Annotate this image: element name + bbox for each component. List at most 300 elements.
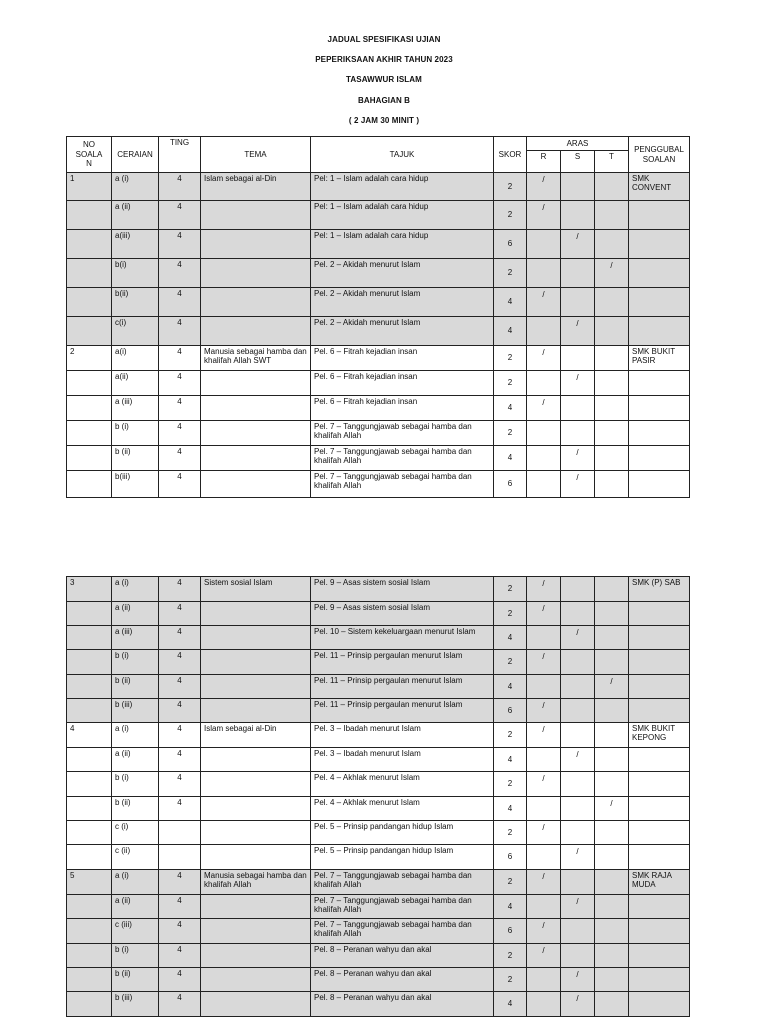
- cell-ceraian: b (i): [112, 421, 159, 446]
- cell-tema: Sistem sosial Islam: [201, 577, 311, 602]
- cell-skor: 2: [494, 650, 527, 675]
- cell-aras-t: [595, 895, 629, 919]
- cell-penggubal: [629, 699, 690, 723]
- cell-no-soalan: [67, 797, 112, 821]
- cell-ceraian: c(i): [112, 317, 159, 346]
- cell-aras-r: /: [527, 821, 561, 845]
- cell-aras-s: /: [561, 626, 595, 650]
- table-row: [67, 201, 690, 230]
- cell-skor: 2: [494, 201, 527, 230]
- cell-tema: [201, 626, 311, 650]
- cell-aras-t: /: [595, 675, 629, 699]
- cell-penggubal: SMK CONVENT: [629, 173, 690, 201]
- header-aras-r: R: [527, 151, 561, 173]
- cell-aras-r: [527, 421, 561, 446]
- cell-penggubal: [629, 895, 690, 919]
- cell-penggubal: [629, 797, 690, 821]
- cell-aras-t: [595, 992, 629, 1017]
- cell-tema: [201, 944, 311, 968]
- cell-ting: 4: [159, 699, 201, 723]
- table-row: [67, 259, 690, 288]
- cell-aras-s: [561, 723, 595, 748]
- cell-tema: [201, 797, 311, 821]
- cell-no-soalan: [67, 772, 112, 797]
- cell-aras-s: [561, 821, 595, 845]
- cell-skor: 4: [494, 396, 527, 421]
- cell-ceraian: c (i): [112, 821, 159, 845]
- cell-penggubal: SMK RAJA MUDA: [629, 870, 690, 895]
- cell-aras-t: [595, 371, 629, 396]
- header-aras-s: S: [561, 151, 595, 173]
- cell-aras-s: [561, 919, 595, 944]
- cell-no-soalan: [67, 992, 112, 1017]
- cell-penggubal: [629, 602, 690, 626]
- cell-no-soalan: [67, 845, 112, 870]
- table-row: [67, 650, 690, 675]
- cell-ting: 4: [159, 797, 201, 821]
- cell-aras-t: [595, 317, 629, 346]
- cell-tajuk: Pel: 1 – Islam adalah cara hidup: [311, 201, 494, 230]
- cell-no-soalan: [67, 626, 112, 650]
- cell-aras-t: [595, 602, 629, 626]
- cell-ceraian: c (iii): [112, 919, 159, 944]
- cell-skor: 2: [494, 944, 527, 968]
- cell-aras-t: [595, 577, 629, 602]
- cell-ting: [159, 845, 201, 870]
- cell-ting: 4: [159, 230, 201, 259]
- table-row: [67, 230, 690, 259]
- cell-penggubal: SMK BUKIT KEPONG: [629, 723, 690, 748]
- table-row: [67, 845, 690, 870]
- cell-ceraian: b (ii): [112, 797, 159, 821]
- cell-aras-t: [595, 626, 629, 650]
- cell-aras-r: /: [527, 602, 561, 626]
- cell-tema: [201, 602, 311, 626]
- table-row: [67, 446, 690, 471]
- cell-skor: 4: [494, 992, 527, 1017]
- cell-skor: 2: [494, 577, 527, 602]
- cell-aras-r: /: [527, 944, 561, 968]
- cell-ceraian: a (ii): [112, 748, 159, 772]
- cell-aras-t: [595, 870, 629, 895]
- cell-tajuk: Pel. 6 – Fitrah kejadian insan: [311, 346, 494, 371]
- table-row: [67, 944, 690, 968]
- cell-tajuk: Pel. 4 – Akhlak menurut Islam: [311, 797, 494, 821]
- cell-tajuk: Pel. 5 – Prinsip pandangan hidup Islam: [311, 845, 494, 870]
- cell-ceraian: b (iii): [112, 992, 159, 1017]
- cell-aras-s: /: [561, 845, 595, 870]
- cell-ting: 4: [159, 317, 201, 346]
- cell-aras-s: [561, 944, 595, 968]
- cell-no-soalan: [67, 748, 112, 772]
- cell-no-soalan: [67, 201, 112, 230]
- cell-no-soalan: [67, 650, 112, 675]
- cell-tajuk: Pel. 6 – Fitrah kejadian insan: [311, 371, 494, 396]
- cell-ceraian: a (i): [112, 723, 159, 748]
- cell-tema: [201, 230, 311, 259]
- cell-no-soalan: [67, 396, 112, 421]
- table-row: [67, 772, 690, 797]
- cell-skor: 4: [494, 626, 527, 650]
- cell-tema: [201, 845, 311, 870]
- cell-tajuk: Pel. 9 – Asas sistem sosial Islam: [311, 602, 494, 626]
- cell-tajuk: Pel. 8 – Peranan wahyu dan akal: [311, 968, 494, 992]
- table-row: [67, 602, 690, 626]
- cell-aras-t: [595, 396, 629, 421]
- cell-tema: [201, 396, 311, 421]
- cell-tema: Manusia sebagai hamba dan khalifah Allah SWT: [201, 346, 311, 371]
- cell-skor: 2: [494, 421, 527, 446]
- cell-ceraian: b(i): [112, 259, 159, 288]
- cell-skor: 4: [494, 675, 527, 699]
- cell-aras-s: [561, 396, 595, 421]
- cell-skor: 2: [494, 821, 527, 845]
- table-row: [67, 821, 690, 845]
- cell-penggubal: [629, 317, 690, 346]
- cell-tema: [201, 650, 311, 675]
- table-row: [67, 723, 690, 748]
- cell-aras-s: [561, 797, 595, 821]
- header-no-soalan: NO SOALA N: [67, 137, 112, 173]
- cell-tajuk: Pel. 9 – Asas sistem sosial Islam: [311, 577, 494, 602]
- cell-aras-t: [595, 173, 629, 201]
- cell-tajuk: Pel. 2 – Akidah menurut Islam: [311, 317, 494, 346]
- cell-tajuk: Pel. 7 – Tanggungjawab sebagai hamba dan khalifah Allah: [311, 421, 494, 446]
- cell-tajuk: Pel: 1 – Islam adalah cara hidup: [311, 230, 494, 259]
- cell-ting: 4: [159, 626, 201, 650]
- cell-aras-t: [595, 772, 629, 797]
- cell-ting: 4: [159, 895, 201, 919]
- table-row: [67, 288, 690, 317]
- cell-ceraian: a (ii): [112, 201, 159, 230]
- cell-skor: 6: [494, 699, 527, 723]
- header-tajuk: TAJUK: [311, 137, 494, 173]
- cell-ceraian: b(iii): [112, 471, 159, 498]
- table-row: [67, 797, 690, 821]
- cell-ting: 4: [159, 201, 201, 230]
- cell-aras-s: [561, 288, 595, 317]
- table-row: [67, 895, 690, 919]
- cell-tema: [201, 748, 311, 772]
- cell-no-soalan: [67, 230, 112, 259]
- cell-aras-s: [561, 259, 595, 288]
- cell-penggubal: [629, 371, 690, 396]
- specification-table-part-2: [66, 576, 690, 1017]
- table-row: [67, 748, 690, 772]
- cell-skor: 2: [494, 968, 527, 992]
- header-tema: TEMA: [201, 137, 311, 173]
- cell-no-soalan: [67, 895, 112, 919]
- table-2-body: [67, 577, 690, 1017]
- cell-aras-t: [595, 699, 629, 723]
- cell-aras-s: [561, 602, 595, 626]
- cell-skor: 2: [494, 602, 527, 626]
- cell-tema: [201, 968, 311, 992]
- cell-aras-r: [527, 371, 561, 396]
- cell-skor: 4: [494, 895, 527, 919]
- cell-aras-r: [527, 895, 561, 919]
- cell-penggubal: [629, 944, 690, 968]
- cell-tajuk: Pel. 3 – Ibadah menurut Islam: [311, 748, 494, 772]
- cell-tema: [201, 471, 311, 498]
- cell-aras-r: /: [527, 577, 561, 602]
- cell-tema: Islam sebagai al-Din: [201, 173, 311, 201]
- cell-no-soalan: [67, 288, 112, 317]
- cell-tema: [201, 259, 311, 288]
- cell-aras-r: /: [527, 870, 561, 895]
- cell-aras-r: /: [527, 201, 561, 230]
- table-row: [67, 421, 690, 446]
- cell-no-soalan: [67, 259, 112, 288]
- cell-tajuk: Pel. 7 – Tanggungjawab sebagai hamba dan khalifah Allah: [311, 446, 494, 471]
- title-line-4: BAHAGIAN B: [357, 96, 411, 105]
- cell-aras-r: [527, 968, 561, 992]
- cell-tajuk: Pel. 10 – Sistem kekeluargaan menurut Islam: [311, 626, 494, 650]
- cell-tajuk: Pel. 7 – Tanggungjawab sebagai hamba dan khalifah Allah: [311, 895, 494, 919]
- cell-ting: 4: [159, 870, 201, 895]
- cell-ceraian: a(iii): [112, 230, 159, 259]
- cell-aras-r: /: [527, 396, 561, 421]
- cell-aras-s: [561, 675, 595, 699]
- cell-aras-s: [561, 870, 595, 895]
- cell-aras-s: [561, 577, 595, 602]
- cell-aras-t: [595, 821, 629, 845]
- cell-aras-s: /: [561, 992, 595, 1017]
- cell-penggubal: [629, 471, 690, 498]
- cell-skor: 4: [494, 446, 527, 471]
- cell-penggubal: [629, 845, 690, 870]
- header-penggubal: PENGGUBAL SOALAN: [629, 137, 690, 173]
- cell-no-soalan: [67, 602, 112, 626]
- cell-no-soalan: [67, 371, 112, 396]
- cell-ceraian: b(ii): [112, 288, 159, 317]
- cell-ting: 4: [159, 772, 201, 797]
- cell-aras-r: [527, 675, 561, 699]
- cell-aras-r: [527, 471, 561, 498]
- cell-tema: [201, 919, 311, 944]
- cell-penggubal: [629, 626, 690, 650]
- cell-aras-s: /: [561, 895, 595, 919]
- table-row: [67, 675, 690, 699]
- cell-penggubal: [629, 968, 690, 992]
- cell-tema: Manusia sebagai hamba dan khalifah Allah: [201, 870, 311, 895]
- cell-skor: 6: [494, 845, 527, 870]
- cell-tajuk: Pel. 11 – Prinsip pergaulan menurut Islam: [311, 699, 494, 723]
- cell-tajuk: Pel. 8 – Peranan wahyu dan akal: [311, 944, 494, 968]
- cell-tajuk: Pel. 8 – Peranan wahyu dan akal: [311, 992, 494, 1017]
- cell-aras-r: [527, 626, 561, 650]
- header-ceraian: CERAIAN: [112, 137, 159, 173]
- cell-aras-s: [561, 772, 595, 797]
- cell-ting: 4: [159, 992, 201, 1017]
- title-line-1: JADUAL SPESIFIKASI UJIAN: [327, 35, 441, 44]
- cell-penggubal: SMK (P) SAB: [629, 577, 690, 602]
- cell-penggubal: [629, 992, 690, 1017]
- cell-tema: Islam sebagai al-Din: [201, 723, 311, 748]
- cell-tajuk: Pel. 11 – Prinsip pergaulan menurut Islam: [311, 650, 494, 675]
- cell-aras-s: /: [561, 230, 595, 259]
- cell-ting: 4: [159, 675, 201, 699]
- cell-aras-r: /: [527, 723, 561, 748]
- cell-no-soalan: [67, 675, 112, 699]
- cell-ceraian: b (iii): [112, 699, 159, 723]
- cell-no-soalan: [67, 821, 112, 845]
- header-skor: SKOR: [494, 137, 527, 173]
- cell-aras-t: [595, 346, 629, 371]
- cell-tajuk: Pel. 2 – Akidah menurut Islam: [311, 288, 494, 317]
- cell-tajuk: Pel: 1 – Islam adalah cara hidup: [311, 173, 494, 201]
- cell-tema: [201, 699, 311, 723]
- cell-aras-r: [527, 748, 561, 772]
- cell-tema: [201, 675, 311, 699]
- cell-skor: 4: [494, 317, 527, 346]
- cell-penggubal: [629, 919, 690, 944]
- cell-ting: 4: [159, 446, 201, 471]
- cell-ceraian: b (ii): [112, 675, 159, 699]
- cell-penggubal: [629, 748, 690, 772]
- cell-skor: 4: [494, 797, 527, 821]
- table-row: [67, 396, 690, 421]
- cell-aras-s: [561, 346, 595, 371]
- cell-skor: 6: [494, 471, 527, 498]
- cell-ceraian: a(i): [112, 346, 159, 371]
- cell-aras-r: [527, 259, 561, 288]
- cell-ting: 4: [159, 723, 201, 748]
- cell-aras-r: /: [527, 650, 561, 675]
- cell-aras-t: [595, 421, 629, 446]
- table-row: [67, 626, 690, 650]
- cell-no-soalan: [67, 317, 112, 346]
- cell-penggubal: SMK BUKIT PASIR: [629, 346, 690, 371]
- table-row: [67, 577, 690, 602]
- cell-no-soalan: [67, 699, 112, 723]
- cell-tajuk: Pel. 2 – Akidah menurut Islam: [311, 259, 494, 288]
- cell-penggubal: [629, 288, 690, 317]
- cell-aras-t: [595, 968, 629, 992]
- cell-tajuk: Pel. 11 – Prinsip pergaulan menurut Islam: [311, 675, 494, 699]
- cell-aras-s: [561, 421, 595, 446]
- cell-skor: 2: [494, 772, 527, 797]
- cell-ting: [159, 821, 201, 845]
- cell-tema: [201, 317, 311, 346]
- cell-skor: 2: [494, 173, 527, 201]
- cell-ceraian: b (ii): [112, 968, 159, 992]
- cell-tema: [201, 421, 311, 446]
- cell-skor: 2: [494, 371, 527, 396]
- cell-aras-r: [527, 845, 561, 870]
- cell-penggubal: [629, 675, 690, 699]
- cell-ceraian: a (ii): [112, 895, 159, 919]
- cell-tajuk: Pel. 7 – Tanggungjawab sebagai hamba dan khalifah Allah: [311, 870, 494, 895]
- cell-no-soalan: [67, 968, 112, 992]
- cell-penggubal: [629, 772, 690, 797]
- cell-ceraian: a (iii): [112, 626, 159, 650]
- cell-skor: 2: [494, 723, 527, 748]
- cell-no-soalan: 5: [67, 870, 112, 895]
- cell-aras-t: [595, 288, 629, 317]
- cell-penggubal: [629, 259, 690, 288]
- table-row: [67, 870, 690, 895]
- table-row: [67, 317, 690, 346]
- cell-ceraian: b (ii): [112, 446, 159, 471]
- specification-table-part-1: [66, 136, 690, 498]
- cell-ceraian: c (ii): [112, 845, 159, 870]
- table-row: [67, 992, 690, 1017]
- cell-aras-r: /: [527, 699, 561, 723]
- cell-aras-r: /: [527, 346, 561, 371]
- cell-aras-r: /: [527, 173, 561, 201]
- cell-aras-s: [561, 173, 595, 201]
- cell-ceraian: a (ii): [112, 602, 159, 626]
- cell-penggubal: [629, 650, 690, 675]
- cell-tajuk: Pel. 5 – Prinsip pandangan hidup Islam: [311, 821, 494, 845]
- cell-no-soalan: [67, 944, 112, 968]
- cell-aras-t: [595, 650, 629, 675]
- cell-aras-t: [595, 944, 629, 968]
- table-1-body: [67, 173, 690, 498]
- cell-ting: 4: [159, 944, 201, 968]
- cell-tema: [201, 895, 311, 919]
- cell-ting: 4: [159, 173, 201, 201]
- cell-aras-t: [595, 471, 629, 498]
- cell-aras-t: [595, 748, 629, 772]
- cell-aras-t: [595, 919, 629, 944]
- cell-penggubal: [629, 421, 690, 446]
- cell-ting: 4: [159, 471, 201, 498]
- cell-aras-t: [595, 201, 629, 230]
- cell-aras-s: /: [561, 371, 595, 396]
- cell-aras-s: /: [561, 471, 595, 498]
- cell-aras-r: /: [527, 288, 561, 317]
- cell-aras-r: [527, 230, 561, 259]
- cell-ceraian: a (i): [112, 173, 159, 201]
- cell-ting: 4: [159, 346, 201, 371]
- cell-aras-r: [527, 992, 561, 1017]
- table-row: [67, 471, 690, 498]
- cell-ceraian: a (i): [112, 870, 159, 895]
- cell-ting: 4: [159, 288, 201, 317]
- cell-tajuk: Pel. 4 – Akhlak menurut Islam: [311, 772, 494, 797]
- cell-skor: 2: [494, 346, 527, 371]
- header-aras-t: T: [595, 151, 629, 173]
- cell-aras-t: /: [595, 797, 629, 821]
- cell-aras-t: /: [595, 259, 629, 288]
- cell-skor: 6: [494, 230, 527, 259]
- cell-tajuk: Pel. 7 – Tanggungjawab sebagai hamba dan khalifah Allah: [311, 471, 494, 498]
- cell-penggubal: [629, 821, 690, 845]
- cell-ting: 4: [159, 602, 201, 626]
- table-row: [67, 173, 690, 201]
- cell-aras-s: [561, 699, 595, 723]
- cell-ting: 4: [159, 371, 201, 396]
- cell-ting: 4: [159, 577, 201, 602]
- title-line-3: TASAWWUR ISLAM: [346, 75, 422, 84]
- cell-tema: [201, 772, 311, 797]
- title-line-5: ( 2 JAM 30 MINIT ): [348, 116, 420, 125]
- cell-no-soalan: 3: [67, 577, 112, 602]
- cell-aras-r: /: [527, 772, 561, 797]
- cell-aras-r: [527, 446, 561, 471]
- cell-skor: 6: [494, 919, 527, 944]
- cell-ceraian: a (i): [112, 577, 159, 602]
- table-row: [67, 346, 690, 371]
- cell-penggubal: [629, 446, 690, 471]
- cell-ting: 4: [159, 650, 201, 675]
- cell-penggubal: [629, 201, 690, 230]
- cell-ceraian: b (i): [112, 944, 159, 968]
- cell-tema: [201, 821, 311, 845]
- cell-aras-s: [561, 650, 595, 675]
